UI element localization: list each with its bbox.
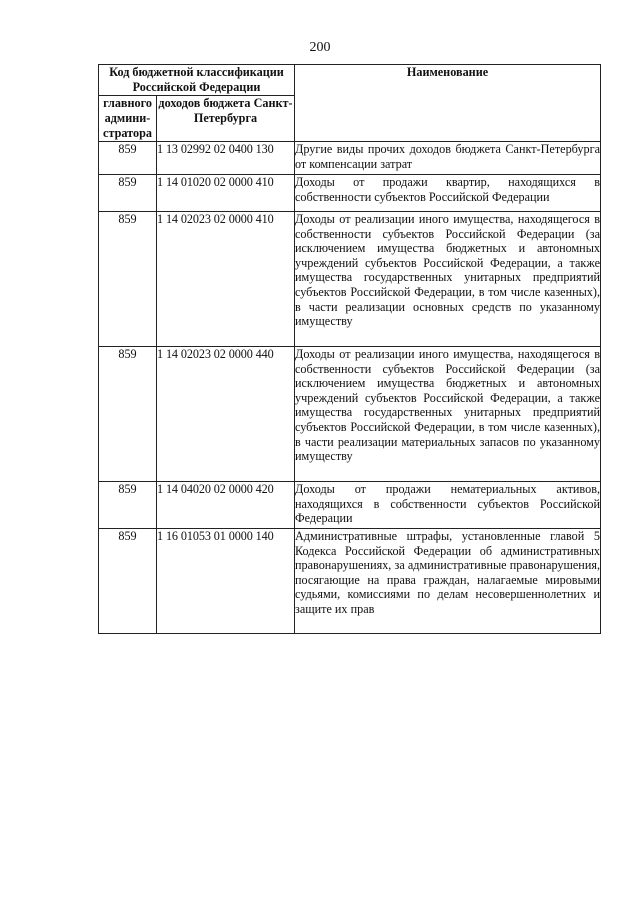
- table-row: [99, 212, 601, 347]
- income-name-cell: Доходы от реализации иного имущества, находящегося в собственности субъектов Российской Федерации (за исключением имущества бюджетных и автономных учреждений субъектов Российской Федерации, а также имущества государственных унитарных предприятий субъектов Российской Федерации, в том числе казенных), в части реализации материальных запасов по указанному имуществу: [295, 347, 601, 482]
- header-main-administrator: главного админи-стратора: [99, 96, 157, 142]
- header-budget-classification-code: Код бюджетной классификации Российской Федерации: [99, 65, 295, 96]
- income-name-cell: Другие виды прочих доходов бюджета Санкт-Петербурга от компенсации затрат: [295, 142, 601, 175]
- income-code-cell: 1 16 01053 01 0000 140: [157, 529, 295, 634]
- budget-classification-table: [98, 64, 601, 634]
- admin-code-cell: 859: [99, 529, 157, 634]
- income-code-cell: 1 14 01020 02 0000 410: [157, 175, 295, 212]
- page-number: 200: [309, 40, 331, 55]
- header-budget-income: доходов бюджета Санкт-Петербурга: [157, 96, 295, 142]
- income-code-cell: 1 14 04020 02 0000 420: [157, 482, 295, 529]
- admin-code-cell: 859: [99, 175, 157, 212]
- table-row: [99, 347, 601, 482]
- table-row: [99, 142, 601, 175]
- income-name-cell: Административные штрафы, установленные главой 5 Кодекса Российской Федерации об административных правонарушениях, за административные правонарушения, посягающие на права граждан, налагаемые мировыми судьями, комиссиями по делам несовершеннолетних и защите их прав: [295, 529, 601, 634]
- admin-code-cell: 859: [99, 212, 157, 347]
- table-row: [99, 482, 601, 529]
- table-row: [99, 529, 601, 634]
- income-name-cell: Доходы от продажи квартир, находящихся в собственности субъектов Российской Федерации: [295, 175, 601, 212]
- income-name-cell: Доходы от реализации иного имущества, находящегося в собственности субъектов Российской Федерации (за исключением имущества бюджетных и автономных учреждений субъектов Российской Федерации, а также имущества государственных унитарных предприятий субъектов Российской Федерации, в том числе казенных), в части реализации основных средств по указанному имуществу: [295, 212, 601, 347]
- income-code-cell: 1 13 02992 02 0400 130: [157, 142, 295, 175]
- admin-code-cell: 859: [99, 142, 157, 175]
- table-row: [99, 175, 601, 212]
- admin-code-cell: 859: [99, 482, 157, 529]
- admin-code-cell: 859: [99, 347, 157, 482]
- income-code-cell: 1 14 02023 02 0000 440: [157, 347, 295, 482]
- income-name-cell: Доходы от продажи нематериальных активов, находящихся в собственности субъектов Российской Федерации: [295, 482, 601, 529]
- income-code-cell: 1 14 02023 02 0000 410: [157, 212, 295, 347]
- header-name: Наименование: [295, 65, 601, 142]
